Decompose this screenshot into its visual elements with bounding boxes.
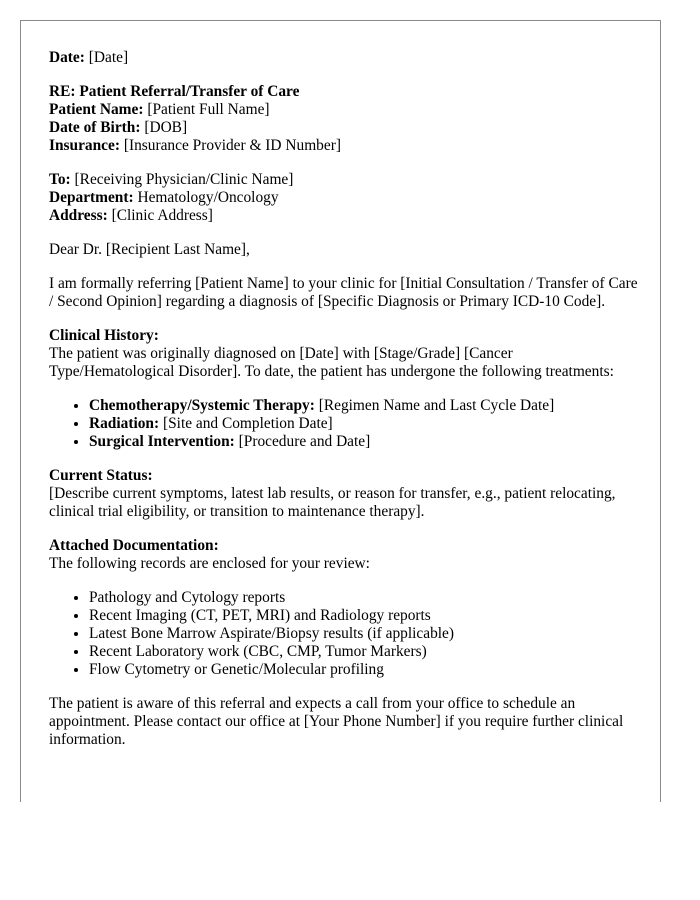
patient-name-value: [Patient Full Name] — [147, 101, 270, 118]
list-item: • Recent Laboratory work (CBC, CMP, Tumor Markers) — [89, 643, 639, 661]
intro-paragraph: I am formally referring [Patient Name] to your clinic for [Initial Consultation / Transfer of Care / Second Opinion] regarding a diagnosis of [Specific Diagnosis or Primary ICD-10 Code]. — [49, 275, 638, 310]
insurance-line — [49, 137, 639, 155]
date-line — [49, 49, 639, 67]
list-item: • Pathology and Cytology reports — [89, 589, 639, 607]
recipient-block — [49, 171, 639, 225]
to-label: To: — [49, 171, 71, 188]
department-value: Hematology/Oncology — [137, 189, 279, 206]
current-status-section — [49, 467, 639, 521]
clinical-history-text: The patient was originally diagnosed on [Date] with [Stage/Grade] [Cancer Type/Hematological Disorder]. To date, the patient has undergone the following treatments: — [49, 345, 614, 380]
treatment-value: [Procedure and Date] — [238, 433, 371, 450]
re-subject: RE: Patient Referral/Transfer of Care — [49, 83, 300, 100]
list-item: • Flow Cytometry or Genetic/Molecular profiling — [89, 661, 639, 679]
date-value: [Date] — [88, 49, 129, 66]
insurance-value: [Insurance Provider & ID Number] — [123, 137, 341, 154]
letter-content — [49, 49, 639, 765]
clinical-history-heading: Clinical History: — [49, 327, 159, 344]
treatment-value: [Site and Completion Date] — [162, 415, 333, 432]
treatment-label: Surgical Intervention: — [89, 433, 235, 450]
letter-page — [20, 20, 661, 802]
current-status-text: [Describe current symptoms, latest lab results, or reason for transfer, e.g., patient relocating, clinical trial eligibility, or transition to maintenance therapy]. — [49, 485, 616, 520]
insurance-label: Insurance: — [49, 137, 120, 154]
department-line — [49, 189, 639, 207]
treatment-list — [49, 397, 639, 451]
attached-documentation-section — [49, 537, 639, 573]
treatment-value: [Regimen Name and Last Cycle Date] — [318, 397, 555, 414]
dob-value: [DOB] — [144, 119, 188, 136]
current-status-heading: Current Status: — [49, 467, 153, 484]
patient-name-label: Patient Name: — [49, 101, 144, 118]
dob-line — [49, 119, 639, 137]
to-line — [49, 171, 639, 189]
list-item — [89, 397, 639, 415]
list-item — [89, 415, 639, 433]
to-value: [Receiving Physician/Clinic Name] — [74, 171, 294, 188]
address-line — [49, 207, 639, 225]
list-item — [89, 433, 639, 451]
dob-label: Date of Birth: — [49, 119, 141, 136]
clinical-history-section — [49, 327, 639, 381]
list-item: • Recent Imaging (CT, PET, MRI) and Radiology reports — [89, 607, 639, 625]
address-label: Address: — [49, 207, 108, 224]
patient-name-line — [49, 101, 639, 119]
closing-paragraph: The patient is aware of this referral and expects a call from your office to schedule an appointment. Please contact our office at [Your Phone Number] if you require further clinical information. — [49, 695, 624, 748]
documentation-list — [49, 589, 639, 679]
attached-documentation-text: The following records are enclosed for your review: — [49, 555, 370, 572]
date-label: Date: — [49, 49, 85, 66]
treatment-label: Chemotherapy/Systemic Therapy: — [89, 397, 315, 414]
address-value: [Clinic Address] — [111, 207, 213, 224]
salutation: Dear Dr. [Recipient Last Name], — [49, 241, 250, 258]
patient-info-block — [49, 83, 639, 155]
department-label: Department: — [49, 189, 134, 206]
attached-documentation-heading: Attached Documentation: — [49, 537, 219, 554]
list-item: • Latest Bone Marrow Aspirate/Biopsy results (if applicable) — [89, 625, 639, 643]
treatment-label: Radiation: — [89, 415, 160, 432]
